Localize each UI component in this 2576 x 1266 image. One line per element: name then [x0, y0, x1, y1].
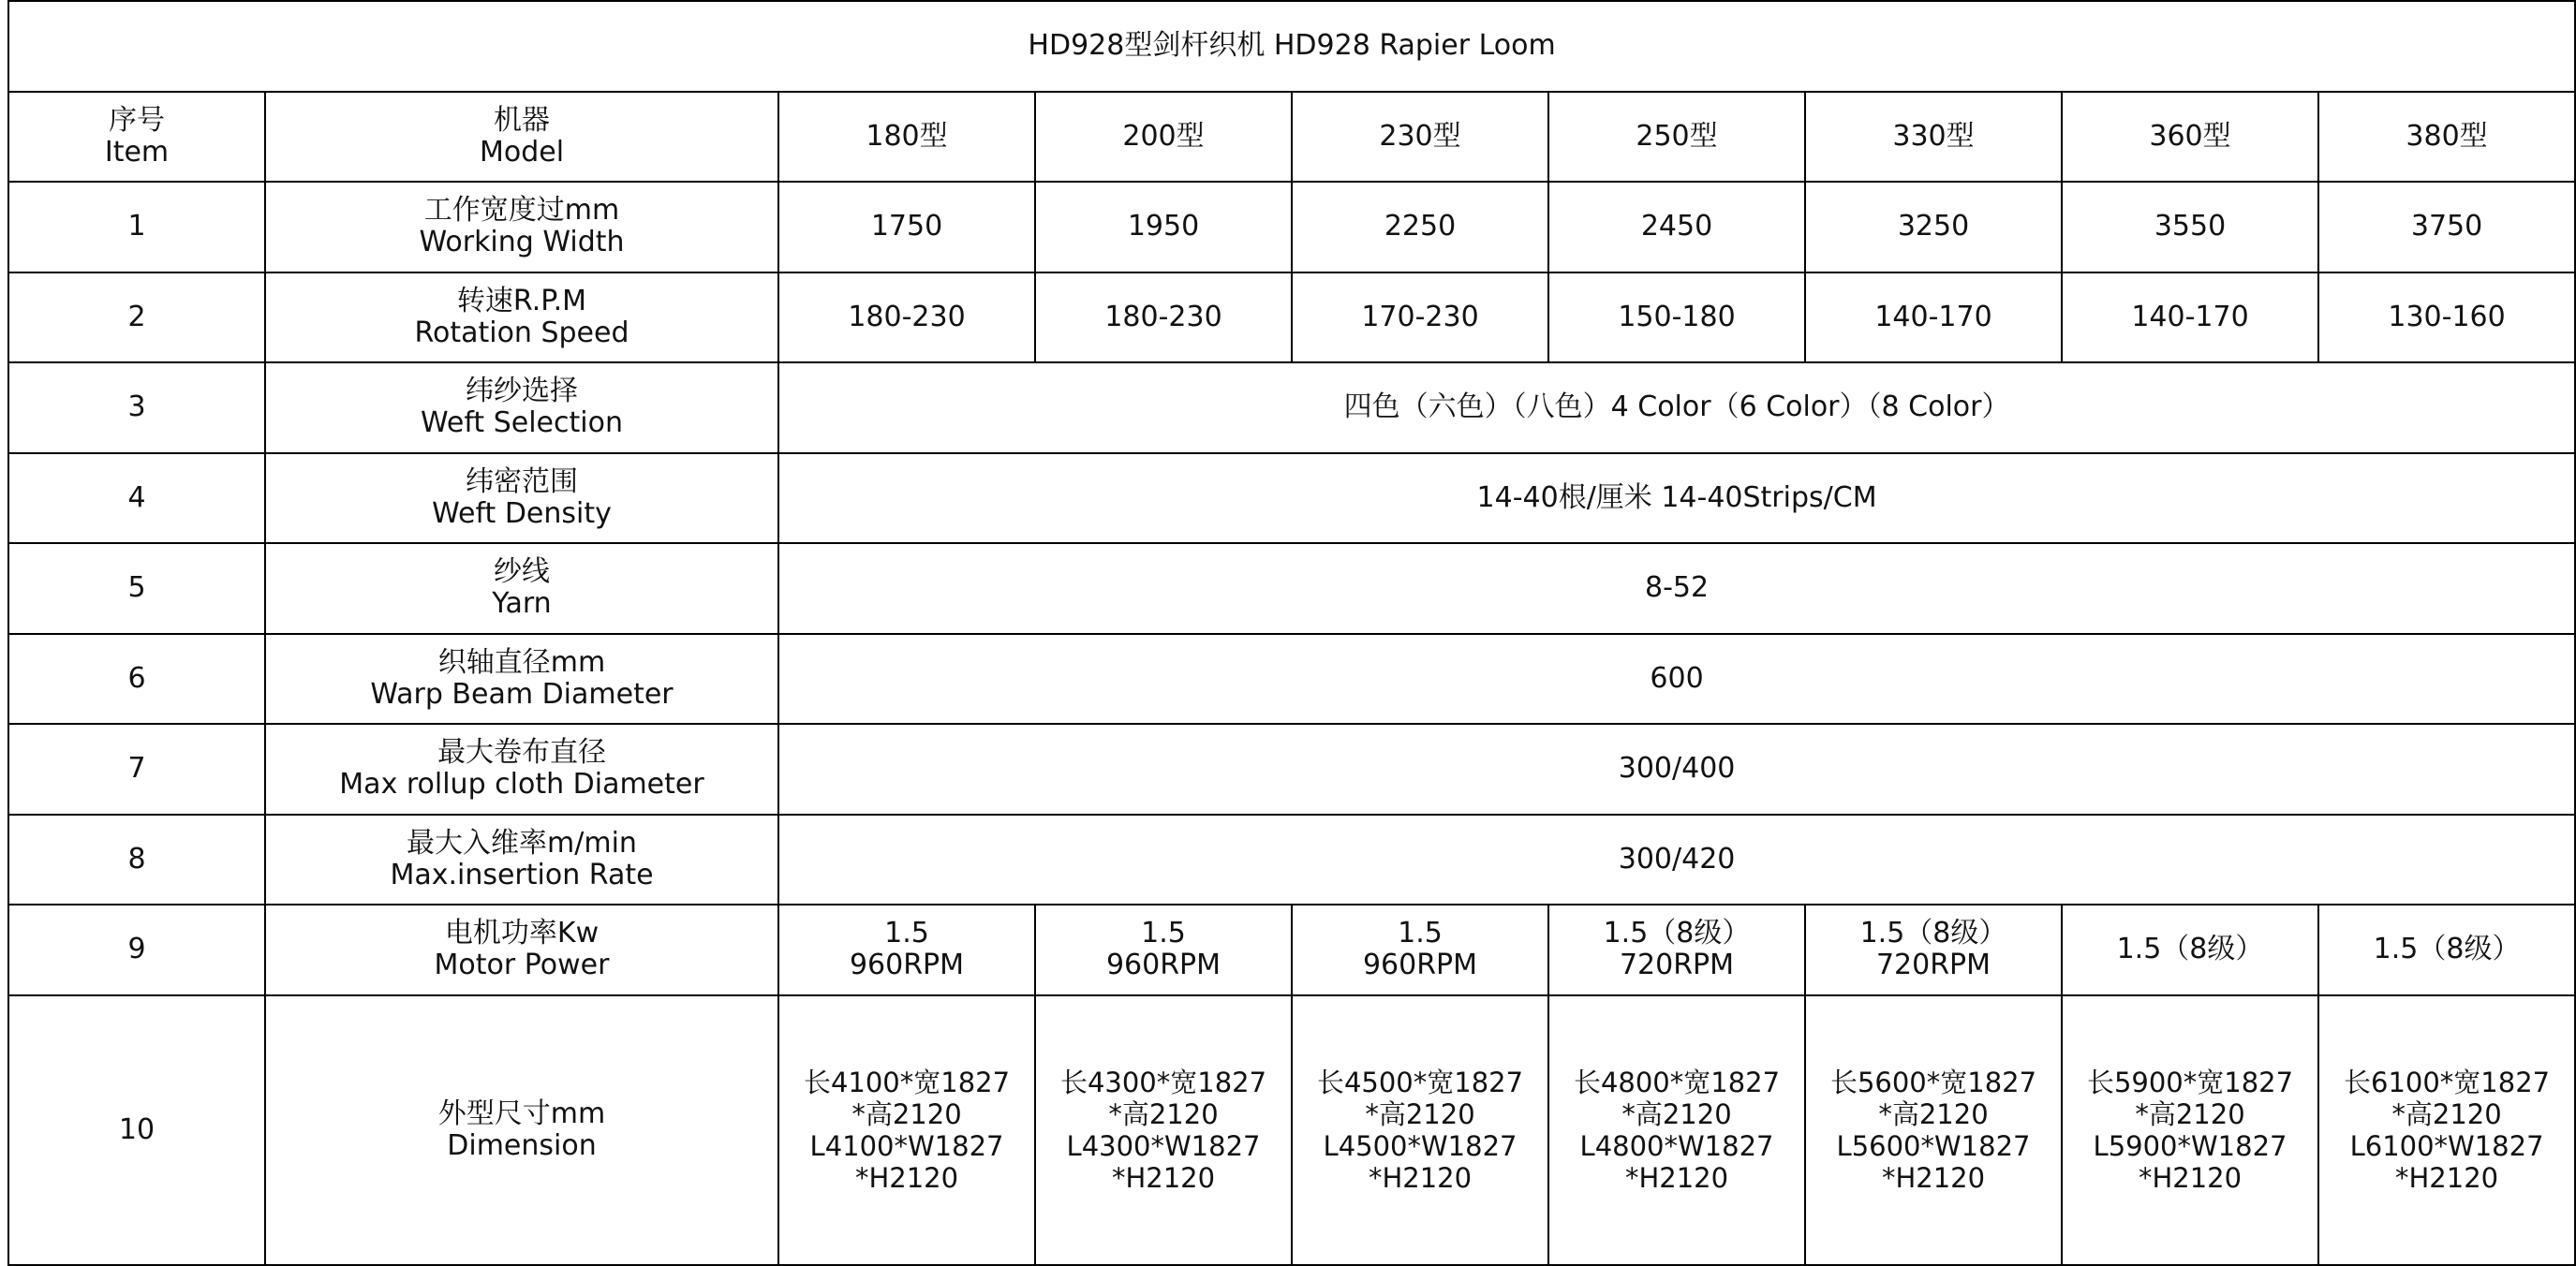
merged-value-cell: 300/400 [778, 724, 2575, 815]
merged-value-cell: 8-52 [778, 543, 2575, 634]
model-header-cell: 230型 [1292, 92, 1548, 183]
item-number-cell: 4 [8, 453, 265, 544]
value-line: 1.5 [1141, 917, 1186, 950]
parameter-name-cn: 纱线 [494, 555, 550, 589]
value-cell [1292, 905, 1548, 995]
parameter-name-cn: 织轴直径mm [437, 645, 606, 679]
item-number-cell: 9 [8, 905, 265, 995]
parameter-name-cn: 转速R.P.M [456, 284, 587, 317]
parameter-name-cn: 外型尺寸mm [437, 1097, 606, 1130]
parameter-name-cn: 工作宽度过mm [423, 194, 620, 228]
value-cell [778, 905, 1035, 995]
spec-table-body [8, 1, 2575, 1265]
value-line: 960RPM [849, 949, 965, 982]
value-line: 长5900*宽1827 [2086, 1066, 2294, 1098]
title-row [8, 1, 2575, 92]
parameter-name-cn: 最大入维率m/min [407, 826, 637, 860]
parameter-name-cell [265, 182, 778, 272]
value-line: *高2120 [2391, 1097, 2502, 1130]
parameter-name-en: Dimension [447, 1128, 597, 1162]
model-header-cell: 180型 [778, 92, 1035, 183]
value-line: *H2120 [854, 1161, 959, 1194]
parameter-name-cell [265, 272, 778, 363]
item-number-cell: 6 [8, 634, 265, 725]
parameter-name-en: Motor Power [434, 949, 610, 982]
table-row [8, 272, 2575, 363]
value-cell: 170-230 [1292, 272, 1548, 363]
value-line: 960RPM [1105, 949, 1221, 982]
value-line: 1.5（8级） [1603, 917, 1751, 950]
table-row [8, 815, 2575, 905]
value-line: 长5600*宽1827 [1829, 1066, 2037, 1098]
value-cell [1035, 995, 1292, 1266]
value-cell [778, 995, 1035, 1266]
parameter-name-cell [265, 634, 778, 725]
value-line: *H2120 [2395, 1161, 2499, 1194]
parameter-name-cell [265, 995, 778, 1266]
model-header-cell: 330型 [1805, 92, 2062, 183]
value-cell: 140-170 [1805, 272, 2062, 363]
item-number-cell: 10 [8, 995, 265, 1266]
parameter-name-cn: 最大卷布直径 [437, 736, 606, 770]
value-line: *H2120 [1111, 1161, 1216, 1194]
value-line: L4500*W1827 [1323, 1129, 1517, 1162]
value-cell [1548, 905, 1805, 995]
value-cell [2318, 905, 2575, 995]
value-line: 1.5 [884, 917, 929, 950]
value-cell: 140-170 [2062, 272, 2318, 363]
parameter-name-en: Weft Selection [421, 406, 623, 440]
merged-value-cell: 600 [778, 634, 2575, 725]
item-number-cell: 7 [8, 724, 265, 815]
model-header-cell: 380型 [2318, 92, 2575, 183]
value-cell: 1950 [1035, 182, 1292, 272]
parameter-name-en: Working Width [419, 226, 625, 259]
table-title: HD928型剑杆织机 HD928 Rapier Loom [8, 1, 2575, 92]
table-row [8, 995, 2575, 1266]
value-line: *高2120 [1878, 1097, 1989, 1130]
parameter-name-cell [265, 724, 778, 815]
table-row [8, 362, 2575, 453]
value-line: *高2120 [1621, 1097, 1732, 1130]
value-line: 720RPM [1619, 949, 1735, 982]
parameter-name-cell [265, 543, 778, 634]
value-line: *高2120 [2135, 1097, 2245, 1130]
header-item-cn: 序号 [109, 103, 165, 137]
value-line: 960RPM [1362, 949, 1478, 982]
parameter-name-en: Weft Density [432, 496, 612, 530]
parameter-name-cn: 纬密范围 [466, 464, 578, 498]
model-header-cell: 250型 [1548, 92, 1805, 183]
item-number-cell: 5 [8, 543, 265, 634]
value-line: L5900*W1827 [2093, 1129, 2287, 1162]
header-item [8, 92, 265, 183]
header-model [265, 92, 778, 183]
merged-value-cell: 四色（六色）（八色）4 Color（6 Color）（8 Color） [778, 362, 2575, 453]
value-line: *高2120 [1365, 1097, 1475, 1130]
value-cell [1805, 995, 2062, 1266]
value-line: L4300*W1827 [1066, 1129, 1261, 1162]
value-cell [1035, 905, 1292, 995]
value-cell: 150-180 [1548, 272, 1805, 363]
parameter-name-en: Max rollup cloth Diameter [339, 768, 704, 802]
value-line: *H2120 [1368, 1161, 1473, 1194]
value-cell: 180-230 [1035, 272, 1292, 363]
value-line: *H2120 [2138, 1161, 2243, 1194]
table-row [8, 724, 2575, 815]
table-row [8, 543, 2575, 634]
value-cell [2062, 995, 2318, 1266]
value-line: 长4800*宽1827 [1573, 1066, 1781, 1098]
value-line: *高2120 [851, 1097, 962, 1130]
value-line: 长4100*宽1827 [803, 1066, 1011, 1098]
parameter-name-cell [265, 905, 778, 995]
value-line: 1.5（8级） [1859, 917, 2007, 950]
value-line: 1.5（8级） [2116, 933, 2264, 966]
value-cell: 1750 [778, 182, 1035, 272]
value-cell [1805, 905, 2062, 995]
value-cell: 3250 [1805, 182, 2062, 272]
header-model-cn: 机器 [494, 103, 550, 137]
parameter-name-cell [265, 453, 778, 544]
value-cell: 2450 [1548, 182, 1805, 272]
value-cell [1548, 995, 1805, 1266]
value-line: 长6100*宽1827 [2344, 1066, 2551, 1098]
merged-value-cell: 300/420 [778, 815, 2575, 905]
spec-table [7, 0, 2576, 1266]
value-cell: 3750 [2318, 182, 2575, 272]
model-header-cell: 360型 [2062, 92, 2318, 183]
table-row [8, 634, 2575, 725]
value-line: 长4300*宽1827 [1059, 1066, 1267, 1098]
value-line: *H2120 [1624, 1161, 1729, 1194]
value-cell: 2250 [1292, 182, 1548, 272]
value-line: L4800*W1827 [1579, 1129, 1774, 1162]
value-cell: 3550 [2062, 182, 2318, 272]
parameter-name-cell [265, 815, 778, 905]
parameter-name-en: Warp Beam Diameter [370, 677, 674, 711]
header-row [8, 92, 2575, 183]
value-cell [1292, 995, 1548, 1266]
value-cell [2318, 995, 2575, 1266]
value-line: 长4500*宽1827 [1316, 1066, 1524, 1098]
value-cell: 130-160 [2318, 272, 2575, 363]
value-cell: 180-230 [778, 272, 1035, 363]
parameter-name-cn: 纬纱选择 [466, 375, 578, 408]
value-line: L6100*W1827 [2349, 1129, 2544, 1162]
value-line: L4100*W1827 [809, 1129, 1004, 1162]
table-row [8, 905, 2575, 995]
value-cell [2062, 905, 2318, 995]
parameter-name-en: Yarn [492, 587, 552, 621]
value-line: L5600*W1827 [1836, 1129, 2031, 1162]
merged-value-cell: 14-40根/厘米 14-40Strips/CM [778, 453, 2575, 544]
value-line: *H2120 [1881, 1161, 1986, 1194]
header-model-en: Model [479, 135, 565, 169]
parameter-name-en: Max.insertion Rate [390, 858, 654, 891]
parameter-name-cell [265, 362, 778, 453]
item-number-cell: 2 [8, 272, 265, 363]
value-line: 1.5 [1398, 917, 1443, 950]
model-header-cell: 200型 [1035, 92, 1292, 183]
value-line: 720RPM [1875, 949, 1991, 982]
header-item-en: Item [104, 135, 170, 169]
item-number-cell: 8 [8, 815, 265, 905]
table-row [8, 182, 2575, 272]
value-line: 1.5（8级） [2373, 933, 2521, 966]
parameter-name-cn: 电机功率Kw [444, 917, 600, 950]
table-row [8, 453, 2575, 544]
parameter-name-en: Rotation Speed [414, 316, 629, 349]
item-number-cell: 3 [8, 362, 265, 453]
item-number-cell: 1 [8, 182, 265, 272]
value-line: *高2120 [1108, 1097, 1219, 1130]
